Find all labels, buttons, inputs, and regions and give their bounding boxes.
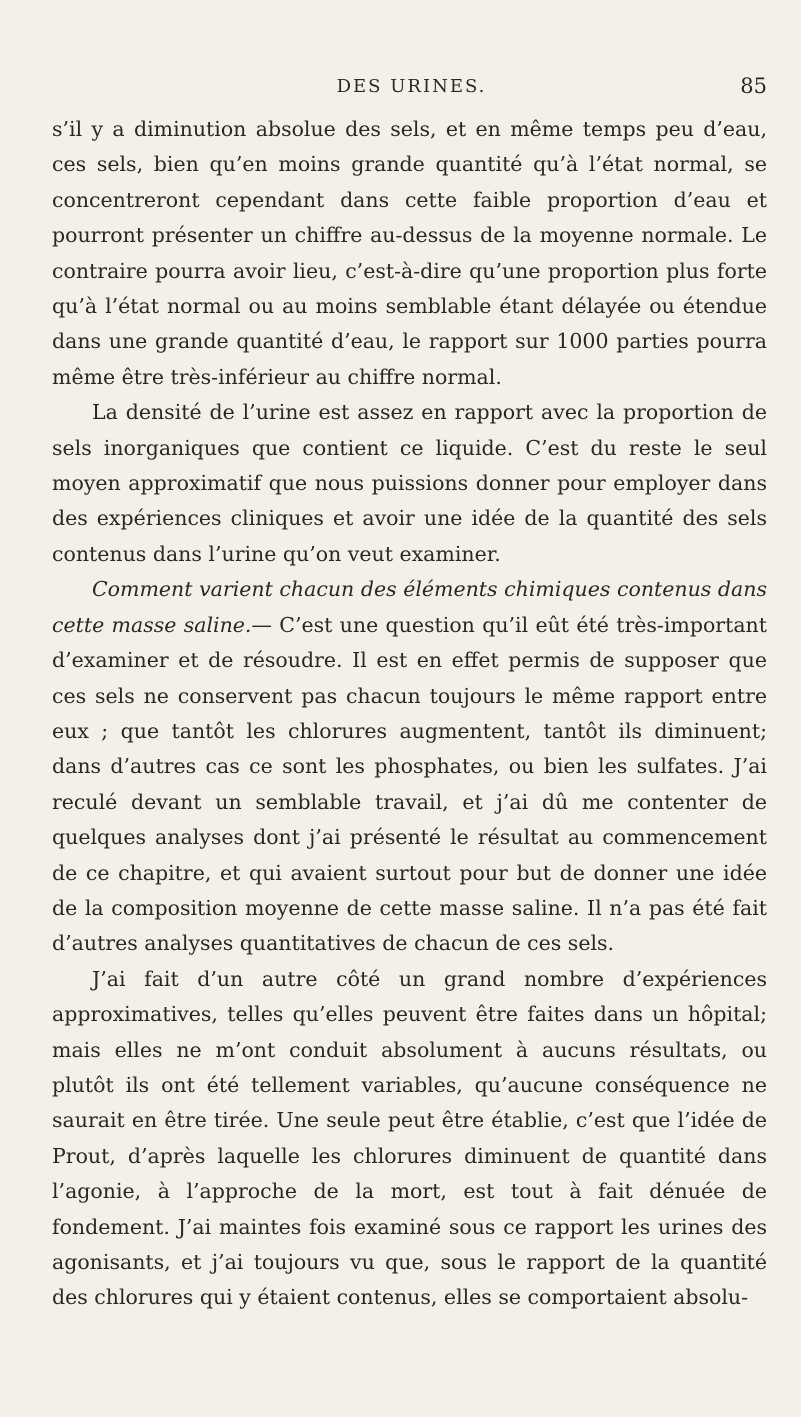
- paragraph-variation: [52, 572, 767, 961]
- paragraph-density: La densité de l’urine est assez en rapport avec la proportion de sels inorganiques que contient ce liquide. C’est du reste le seul moyen approximatif que nous puissions donner pour employer dans des expériences cliniques et avoir une idée de la quantité des sels contenus dans l’urine qu’on veut examiner.: [52, 400, 767, 566]
- body-text: [52, 112, 767, 1316]
- paragraph-continued: s’il y a diminution absolue des sels, et en même temps peu d’eau, ces sels, bien qu’en moins grande quantité qu’à l’état normal, se concentreront cependant dans cette faible proportion d’eau et pourront présenter un chiffre au-dessus de la moyenne normale. Le contraire pourra avoir lieu, c’est-à-dire qu’une proportion plus forte qu’à l’état normal ou au moins semblable étant délayée ou étendue dans une grande quantité d’eau, le rapport sur 1000 parties pourra même être très-inférieur au chiffre normal.: [52, 117, 767, 389]
- paragraph-experiments: J’ai fait d’un autre côté un grand nombre d’expériences approximatives, telles qu’elles peuvent être faites dans un hôpital; mais elles ne m’ont conduit absolument à aucuns résultats, ou plutôt ils ont été tellement variables, qu’aucune conséquence ne saurait en être tirée. Une seule peut être établie, c’est que l’idée de Prout, d’après laquelle les chlorures diminuent de quantité dans l’agonie, à l’approche de la mort, est tout à fait dénuée de fondement. J’ai maintes fois examiné sous ce rapport les urines des agonisants, et j’ai toujours vu que, sous le rapport de la quantité des chlorures qui y étaient contenus, elles se comportaient absolu-: [52, 966, 767, 1310]
- page-number: 85: [740, 74, 767, 98]
- section-text: — C’est une question qu’il eût été très-important d’examiner et de résoudre. Il est en effet permis de supposer que ces sels ne conservent pas chacun toujours le même rapport entre eux ; que tantôt les chlorures augmentent, tantôt ils diminuent; dans d’autres cas ce sont les phosphates, ou bien les sulfates. J’ai reculé devant un semblable travail, et j’ai dû me contenter de quelques analyses dont j’ai présenté le résultat au commencement de ce chapitre, et qui avaient surtout pour but de donner une idée de la composition moyenne de cette masse saline. Il n’a pas été fait d’autres analyses quantitatives de chacun de ces sels.: [52, 612, 767, 956]
- section-title: Comment varient chacun des éléments chimiques contenus dans cette masse saline.: [52, 577, 767, 637]
- running-title: DES URINES.: [336, 76, 487, 97]
- running-header: [52, 76, 771, 102]
